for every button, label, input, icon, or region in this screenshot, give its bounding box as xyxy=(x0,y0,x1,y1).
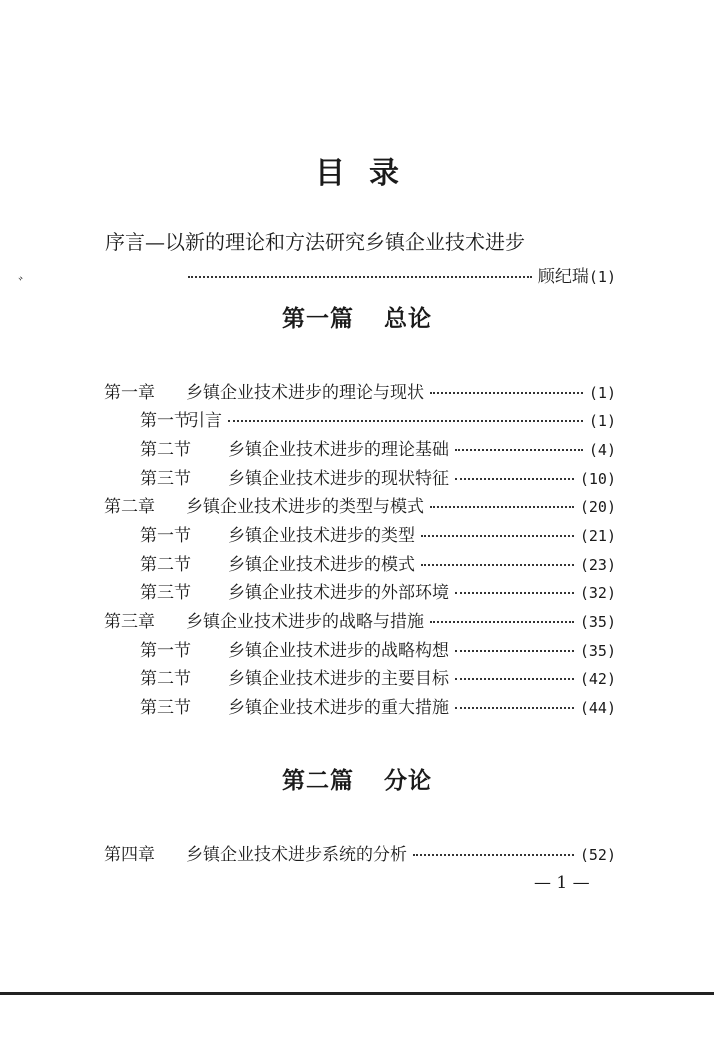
leader-dots xyxy=(421,535,574,537)
part-title: 总论 xyxy=(384,305,432,332)
preface-page: (1) xyxy=(588,268,616,286)
leader-dots xyxy=(430,506,574,508)
toc-page: (1) xyxy=(588,412,616,430)
toc-title: 乡镇企业技术进步的外部环境 xyxy=(228,583,449,603)
part-label: 第二篇 xyxy=(282,767,354,794)
toc-entry-section[interactable] xyxy=(140,664,616,692)
toc-title: 引言 xyxy=(188,411,222,431)
toc-entry-section[interactable] xyxy=(140,693,616,721)
toc-entry-section[interactable] xyxy=(140,464,616,492)
toc-title: 乡镇企业技术进步的理论与现状 xyxy=(186,383,424,403)
leader-dots xyxy=(228,420,583,422)
toc-number: 第一节 xyxy=(140,526,191,546)
scan-edge-rule xyxy=(0,992,714,995)
leader-dots xyxy=(455,707,574,709)
toc-page: (32) xyxy=(579,584,616,602)
toc-number: 第二节 xyxy=(140,440,191,460)
leader-dots xyxy=(455,449,583,451)
toc-number: 第三章 xyxy=(104,612,155,632)
toc-entry-section[interactable] xyxy=(140,406,616,434)
preface-title: 序言—以新的理论和方法研究乡镇企业技术进步 xyxy=(105,230,525,254)
toc-title: 乡镇企业技术进步的战略与措施 xyxy=(186,612,424,632)
toc-page: (35) xyxy=(579,613,616,631)
leader-dots xyxy=(430,392,583,394)
toc-title: 乡镇企业技术进步的战略构想 xyxy=(228,641,449,661)
toc-page: (10) xyxy=(579,470,616,488)
margin-mark: ﾞ xyxy=(18,275,27,294)
toc-entry-chapter[interactable] xyxy=(104,607,616,635)
toc-entry-section[interactable] xyxy=(140,435,616,463)
toc-title: 乡镇企业技术进步的重大措施 xyxy=(228,698,449,718)
toc-entry-chapter[interactable] xyxy=(104,378,616,406)
toc-page: (20) xyxy=(579,498,616,516)
toc-page: (4) xyxy=(588,441,616,459)
toc-page: (44) xyxy=(579,699,616,717)
preface-entry xyxy=(188,262,616,287)
part-heading-2 xyxy=(0,762,714,795)
leader-dots xyxy=(421,564,574,566)
toc-entry-chapter[interactable] xyxy=(104,492,616,520)
toc-title: 乡镇企业技术进步的类型 xyxy=(228,526,415,546)
toc-entry-chapter[interactable] xyxy=(104,840,616,868)
leader-dots xyxy=(455,650,574,652)
leader-dots xyxy=(455,478,574,480)
leader-dots xyxy=(188,276,532,278)
toc-title: 乡镇企业技术进步的现状特征 xyxy=(228,469,449,489)
toc-number: 第二章 xyxy=(104,497,155,517)
toc-number: 第一节 xyxy=(140,411,191,431)
toc-entry-section[interactable] xyxy=(140,550,616,578)
toc-page: (42) xyxy=(579,670,616,688)
toc-number: 第二节 xyxy=(140,555,191,575)
toc-title: 乡镇企业技术进步系统的分析 xyxy=(186,845,407,865)
toc-entry-section[interactable] xyxy=(140,636,616,664)
toc-number: 第四章 xyxy=(104,845,155,865)
toc-number: 第一章 xyxy=(104,383,155,403)
part-heading-1 xyxy=(0,300,714,333)
part-label: 第一篇 xyxy=(282,305,354,332)
toc-number: 第三节 xyxy=(140,469,191,489)
toc-number: 第三节 xyxy=(140,583,191,603)
toc-number: 第三节 xyxy=(140,698,191,718)
toc-title: 乡镇企业技术进步的理论基础 xyxy=(228,440,449,460)
toc-entry-section[interactable] xyxy=(140,578,616,606)
leader-dots xyxy=(413,854,574,856)
page-number: — 1 — xyxy=(534,873,590,893)
toc-page: (52) xyxy=(579,846,616,864)
toc-page: (35) xyxy=(579,642,616,660)
toc-number: 第一节 xyxy=(140,641,191,661)
leader-dots xyxy=(455,592,574,594)
leader-dots xyxy=(430,621,574,623)
toc-page: (23) xyxy=(579,556,616,574)
toc-title: 乡镇企业技术进步的类型与模式 xyxy=(186,497,424,517)
toc-title: 乡镇企业技术进步的主要目标 xyxy=(228,669,449,689)
toc-page: (1) xyxy=(588,384,616,402)
toc-title: 乡镇企业技术进步的模式 xyxy=(228,555,415,575)
preface-author: 顾纪瑞 xyxy=(537,267,589,287)
leader-dots xyxy=(455,678,574,680)
part-title: 分论 xyxy=(384,767,432,794)
toc-page: (21) xyxy=(579,527,616,545)
page-title: 目录 xyxy=(315,156,423,191)
toc-number: 第二节 xyxy=(140,669,191,689)
toc-entry-section[interactable] xyxy=(140,521,616,549)
